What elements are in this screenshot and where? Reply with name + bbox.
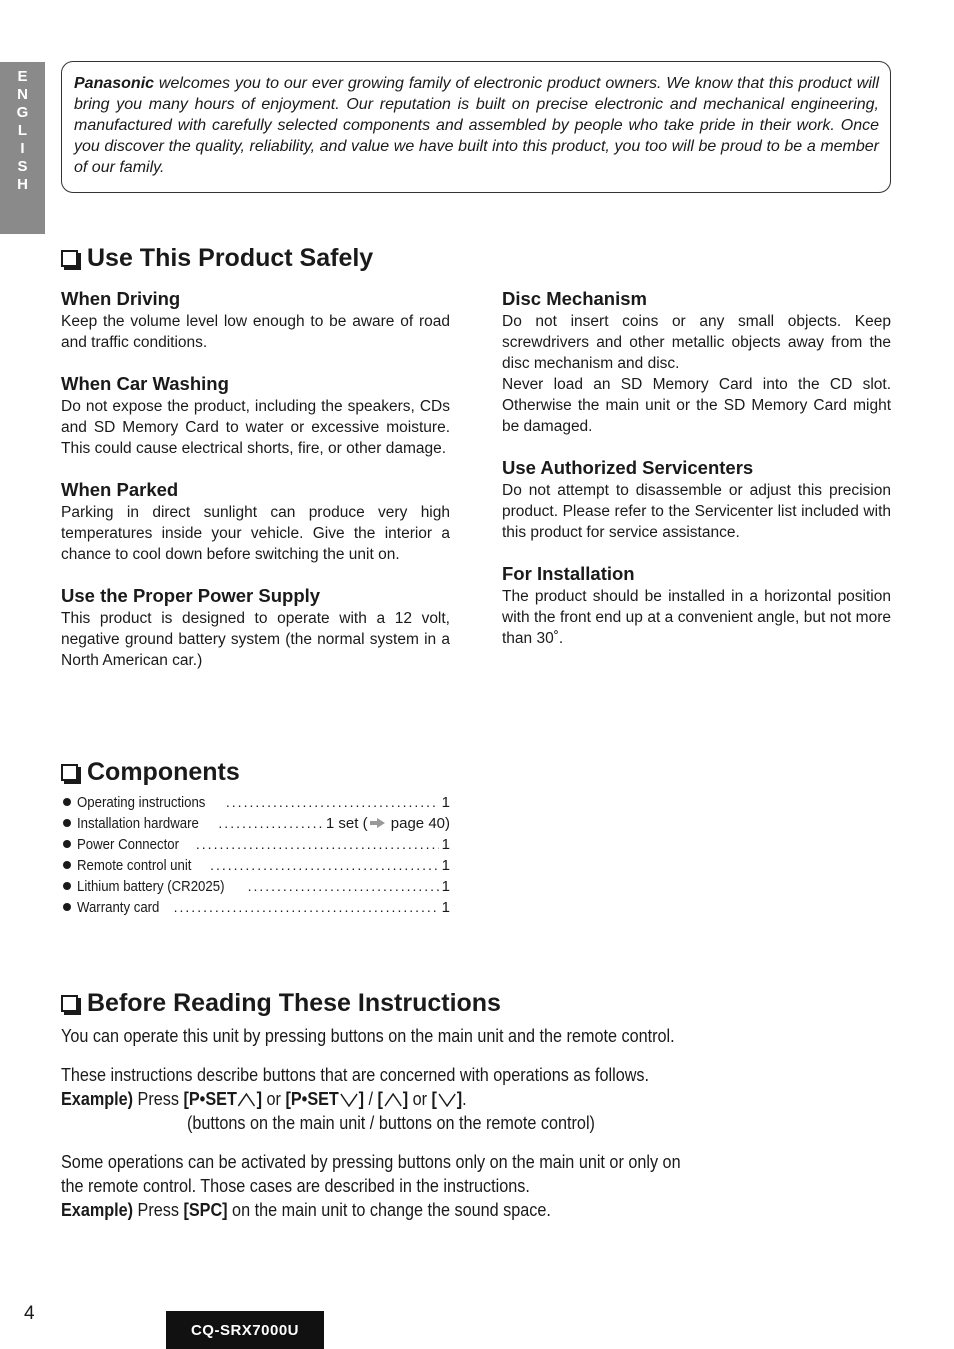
components-section-title <box>61 758 240 787</box>
page-reference: page 40) <box>386 815 450 832</box>
components-title-text: Components <box>87 758 240 786</box>
before-reading-section-title <box>61 989 501 1018</box>
spc-button-label: [SPC] <box>183 1200 228 1220</box>
safety-item-heading: Disc Mechanism <box>502 288 647 309</box>
example-line <box>61 1198 691 1222</box>
list-item <box>63 834 450 855</box>
pset-text: [P•SET <box>285 1089 339 1109</box>
safety-title-text: Use This Product Safely <box>87 244 374 272</box>
reading-paragraph-2 <box>61 1063 691 1135</box>
bullet-icon <box>63 861 71 869</box>
bullet-icon <box>63 819 71 827</box>
remote-down-button-label <box>432 1089 463 1109</box>
bracket-text: ] <box>402 1089 409 1109</box>
reading-line: Some operations can be activated by pressing buttons only on the main unit or only on <box>61 1152 681 1172</box>
intro-text: welcomes you to our ever growing family of electronic product owners. We know that this product will bring you many hours of enjoyment. Our reputation is built on precise electronic and mechanical engineering, manufactured with carefully selected components and assembled by people who take pride in their work. Once you discover the quality, reliability, and value we have built into this product, you too will be proud to be a member of our family. <box>74 75 879 176</box>
list-item <box>63 813 450 834</box>
example-line <box>61 1087 691 1111</box>
lang-letter: I <box>20 140 25 157</box>
reading-paragraph-3 <box>61 1150 691 1222</box>
press-text: Press <box>133 1089 184 1109</box>
list-item <box>63 855 450 876</box>
leader-dots <box>196 834 439 855</box>
safety-item-heading: When Car Washing <box>61 373 229 394</box>
component-qty: 1 <box>441 794 450 811</box>
arrow-right-icon <box>370 818 385 828</box>
safety-item <box>61 373 450 459</box>
triangle-up-icon <box>237 1092 257 1107</box>
safety-item-body: Keep the volume level low enough to be aware of road and traffic conditions. <box>61 313 450 351</box>
lang-letter: H <box>17 176 28 193</box>
pset-down-button-label <box>285 1089 364 1109</box>
bracket-text: [ <box>377 1089 383 1109</box>
reading-line: the remote control. Those cases are described in the instructions. <box>61 1176 530 1196</box>
safety-item-heading: For Installation <box>502 563 635 584</box>
safety-item-body: The product should be installed in a horizontal position with the front end up at a convenient angle, but not more than 30˚. <box>502 588 891 647</box>
safety-item <box>61 585 450 671</box>
checkbox-icon <box>61 995 78 1012</box>
list-item <box>63 792 450 813</box>
list-item <box>63 897 450 918</box>
brand-name: Panasonic <box>74 75 155 92</box>
buttons-note: (buttons on the main unit / buttons on the remote control) <box>187 1113 595 1133</box>
model-badge: CQ-SRX7000U <box>166 1311 324 1349</box>
intro-box <box>61 61 891 193</box>
before-reading-body <box>61 1024 691 1237</box>
lang-letter: G <box>16 104 29 121</box>
example-label: Example) <box>61 1200 134 1220</box>
component-qty <box>326 813 450 834</box>
bullet-icon <box>63 882 71 890</box>
press-text: Press <box>133 1200 184 1220</box>
triangle-down-icon <box>339 1092 359 1107</box>
safety-item <box>61 479 450 565</box>
bracket-text: ] <box>256 1089 263 1109</box>
component-qty: 1 <box>441 857 450 874</box>
language-letters <box>0 68 45 194</box>
component-qty: 1 <box>441 899 450 916</box>
safety-item-body: Never load an SD Memory Card into the CD slot. Otherwise the main unit or the SD Memory Card might be damaged. <box>502 376 891 435</box>
safety-item-heading: When Parked <box>61 479 179 500</box>
leader-dots <box>248 876 439 897</box>
component-label: Operating instructions <box>77 794 206 811</box>
safety-item-body: Do not insert coins or any small objects. Keep screwdrivers and other metallic objects away from the disc mechanism and disc. <box>502 313 891 372</box>
checkbox-icon <box>61 250 78 267</box>
intro-paragraph <box>74 73 879 178</box>
bracket-text: ] <box>358 1089 365 1109</box>
pset-up-button-label <box>183 1089 262 1109</box>
or-text: or <box>262 1089 286 1109</box>
bracket-text: [ <box>431 1089 437 1109</box>
component-qty-text: 1 set ( <box>325 815 368 832</box>
bullet-icon <box>63 903 71 911</box>
safety-item-heading: Use Authorized Servicenters <box>502 457 754 478</box>
bullet-icon <box>63 840 71 848</box>
lang-letter: S <box>17 158 28 175</box>
reading-line: These instructions describe buttons that are concerned with operations as follows. <box>61 1065 650 1085</box>
triangle-down-icon <box>437 1092 457 1107</box>
safety-right-column <box>502 288 891 669</box>
safety-item <box>502 457 891 543</box>
spc-tail-text: on the main unit to change the sound space. <box>227 1200 551 1220</box>
safety-section-title <box>61 244 373 273</box>
leader-dots <box>226 792 439 813</box>
leader-dots <box>210 855 439 876</box>
language-tab <box>0 62 45 234</box>
leader-dots <box>174 897 439 918</box>
component-label: Power Connector <box>77 836 179 853</box>
before-reading-title-text: Before Reading These Instructions <box>87 989 501 1017</box>
pset-text: [P•SET <box>183 1089 237 1109</box>
bullet-icon <box>63 798 71 806</box>
period-text: . <box>462 1089 467 1109</box>
checkbox-icon <box>61 764 78 781</box>
remote-up-button-label <box>378 1089 409 1109</box>
leader-dots <box>218 813 323 834</box>
safety-item-heading: When Driving <box>61 288 181 309</box>
bracket-text: ] <box>456 1089 463 1109</box>
or-text: or <box>408 1089 432 1109</box>
safety-item <box>61 288 450 353</box>
triangle-up-icon <box>383 1092 403 1107</box>
safety-item <box>502 288 891 437</box>
page-number: 4 <box>24 1303 35 1324</box>
component-label: Remote control unit <box>77 857 192 874</box>
safety-item <box>502 563 891 649</box>
lang-letter: N <box>17 86 28 103</box>
safety-item-body: Parking in direct sunlight can produce very high temperatures inside your vehicle. Give the interior a chance to cool down before switching the unit on. <box>61 504 450 563</box>
component-label: Warranty card <box>77 899 160 916</box>
safety-item-heading: Use the Proper Power Supply <box>61 585 321 606</box>
safety-left-column <box>61 288 450 691</box>
component-qty: 1 <box>441 836 450 853</box>
list-item <box>63 876 450 897</box>
components-list <box>63 792 450 918</box>
example-label: Example) <box>61 1089 134 1109</box>
safety-item-body: This product is designed to operate with a 12 volt, negative ground battery system (the normal system in a North American car.) <box>61 610 450 669</box>
reading-paragraph-1: You can operate this unit by pressing buttons on the main unit and the remote control. <box>61 1026 675 1046</box>
lang-letter: E <box>17 68 28 85</box>
lang-letter: L <box>17 122 28 139</box>
component-label: Lithium battery (CR2025) <box>77 878 225 895</box>
slash-text: / <box>364 1089 378 1109</box>
component-label: Installation hardware <box>77 815 199 832</box>
safety-item-body: Do not attempt to disassemble or adjust this precision product. Please refer to the Servicenter list included with this product for service assistance. <box>502 482 891 541</box>
safety-item-body: Do not expose the product, including the speakers, CDs and SD Memory Card to water or excessive moisture. This could cause electrical shorts, fire, or other damage. <box>61 398 450 457</box>
component-qty: 1 <box>441 878 450 895</box>
